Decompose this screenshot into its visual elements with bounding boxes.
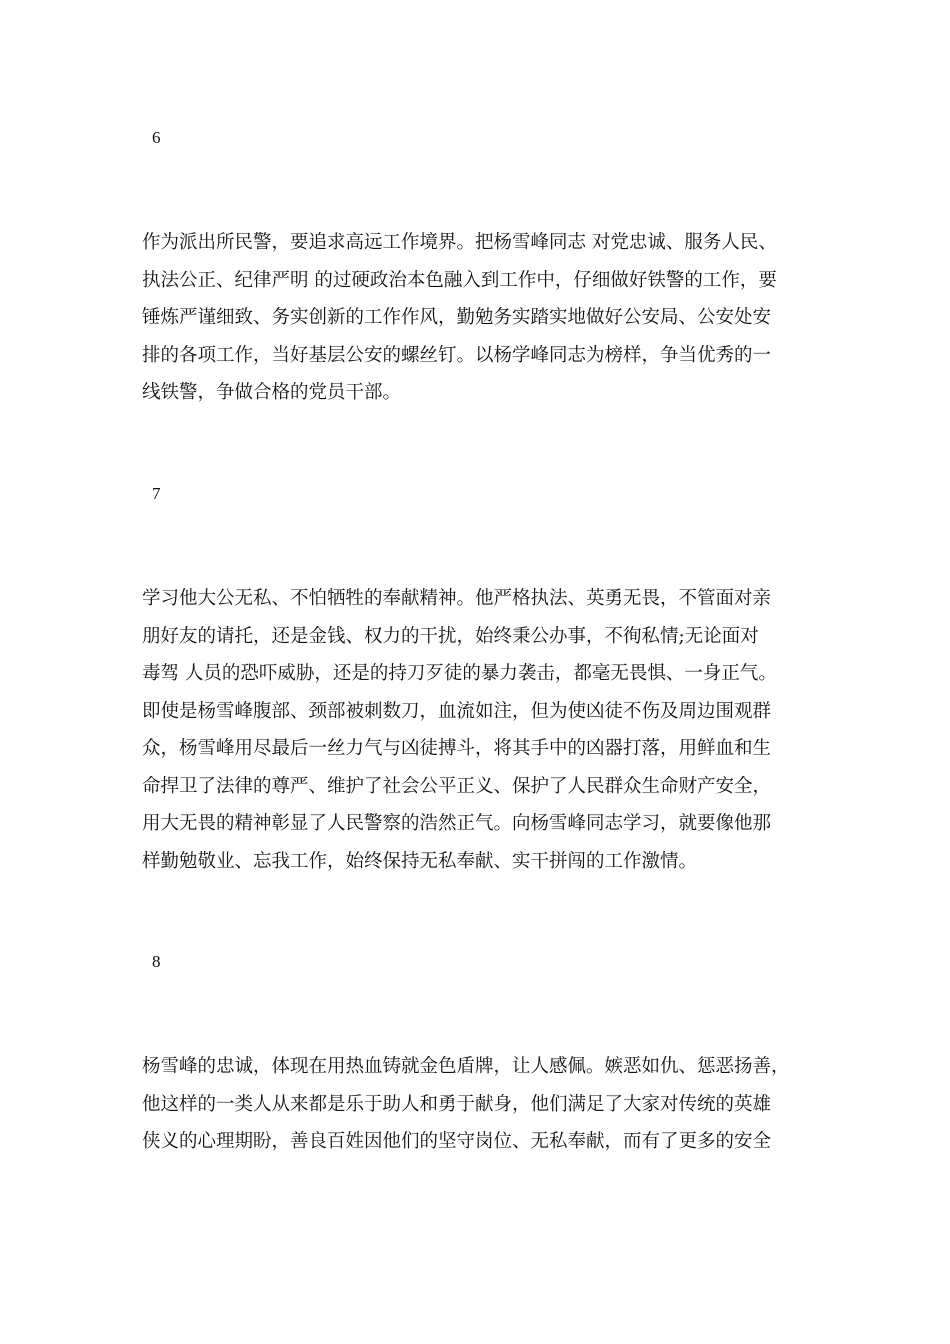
paragraph-line: 他这样的一类人从来都是乐于助人和勇于献身，他们满足了大家对传统的英雄: [142, 1093, 772, 1115]
section-number-6: 6: [152, 128, 161, 147]
paragraph-line: 执法公正、纪律严明 的过硬政治本色融入到工作中，仔细做好铁警的工作，要: [142, 269, 777, 291]
paragraph-line: 毒驾 人员的恐吓威胁，还是的持刀歹徒的暴力袭击，都毫无畏惧、一身正气。: [142, 663, 777, 684]
paragraph-line: 锤炼严谨细致、务实创新的工作作风，勤勉务实踏实地做好公安局、公安处安: [142, 307, 772, 328]
paragraph-line: 用大无畏的精神彰显了人民警察的浩然正气。向杨雪峰同志学习，就要像他那: [142, 813, 772, 834]
paragraph-7: [142, 580, 842, 880]
paragraph-line: 排的各项工作，当好基层公安的螺丝钉。以杨学峰同志为榜样，争当优秀的一: [142, 344, 772, 366]
paragraph-line: 线铁警，争做合格的党员干部。: [142, 382, 402, 403]
paragraph-line: 朋好友的请托，还是金钱、权力的干扰，始终秉公办事，不徇私情;无论面对: [142, 625, 759, 647]
paragraph-8: [142, 1048, 842, 1161]
paragraph-line: 侠义的心理期盼，善良百姓因他们的坚守岗位、无私奉献，而有了更多的安全: [142, 1131, 772, 1152]
paragraph-line: 作为派出所民警，要追求高远工作境界。把杨雪峰同志 对党忠诚、服务人民、: [142, 232, 777, 253]
paragraph-line: 杨雪峰的忠诚，体现在用热血铸就金色盾牌，让人感佩。嫉恶如仇、惩恶扬善，: [142, 1056, 790, 1077]
paragraph-line: 样勤勉敬业、忘我工作，始终保持无私奉献、实干拼闯的工作激情。: [142, 850, 698, 872]
paragraph-line: 学习他大公无私、不怕牺牲的奉献精神。他严格执法、英勇无畏，不管面对亲: [142, 588, 772, 609]
paragraph-line: 众，杨雪峰用尽最后一丝力气与凶徒搏斗，将其手中的凶器打落，用鲜血和生: [142, 738, 772, 759]
paragraph-line: 即使是杨雪峰腹部、颈部被刺数刀，血流如注，但为使凶徒不伤及周边围观群: [142, 700, 772, 722]
section-number-8: 8: [152, 952, 161, 971]
section-number-7: 7: [152, 484, 161, 503]
paragraph-line: 命捍卫了法律的尊严、维护了社会公平正义、保护了人民群众生命财产安全，: [142, 775, 772, 797]
paragraph-6: [142, 224, 842, 412]
